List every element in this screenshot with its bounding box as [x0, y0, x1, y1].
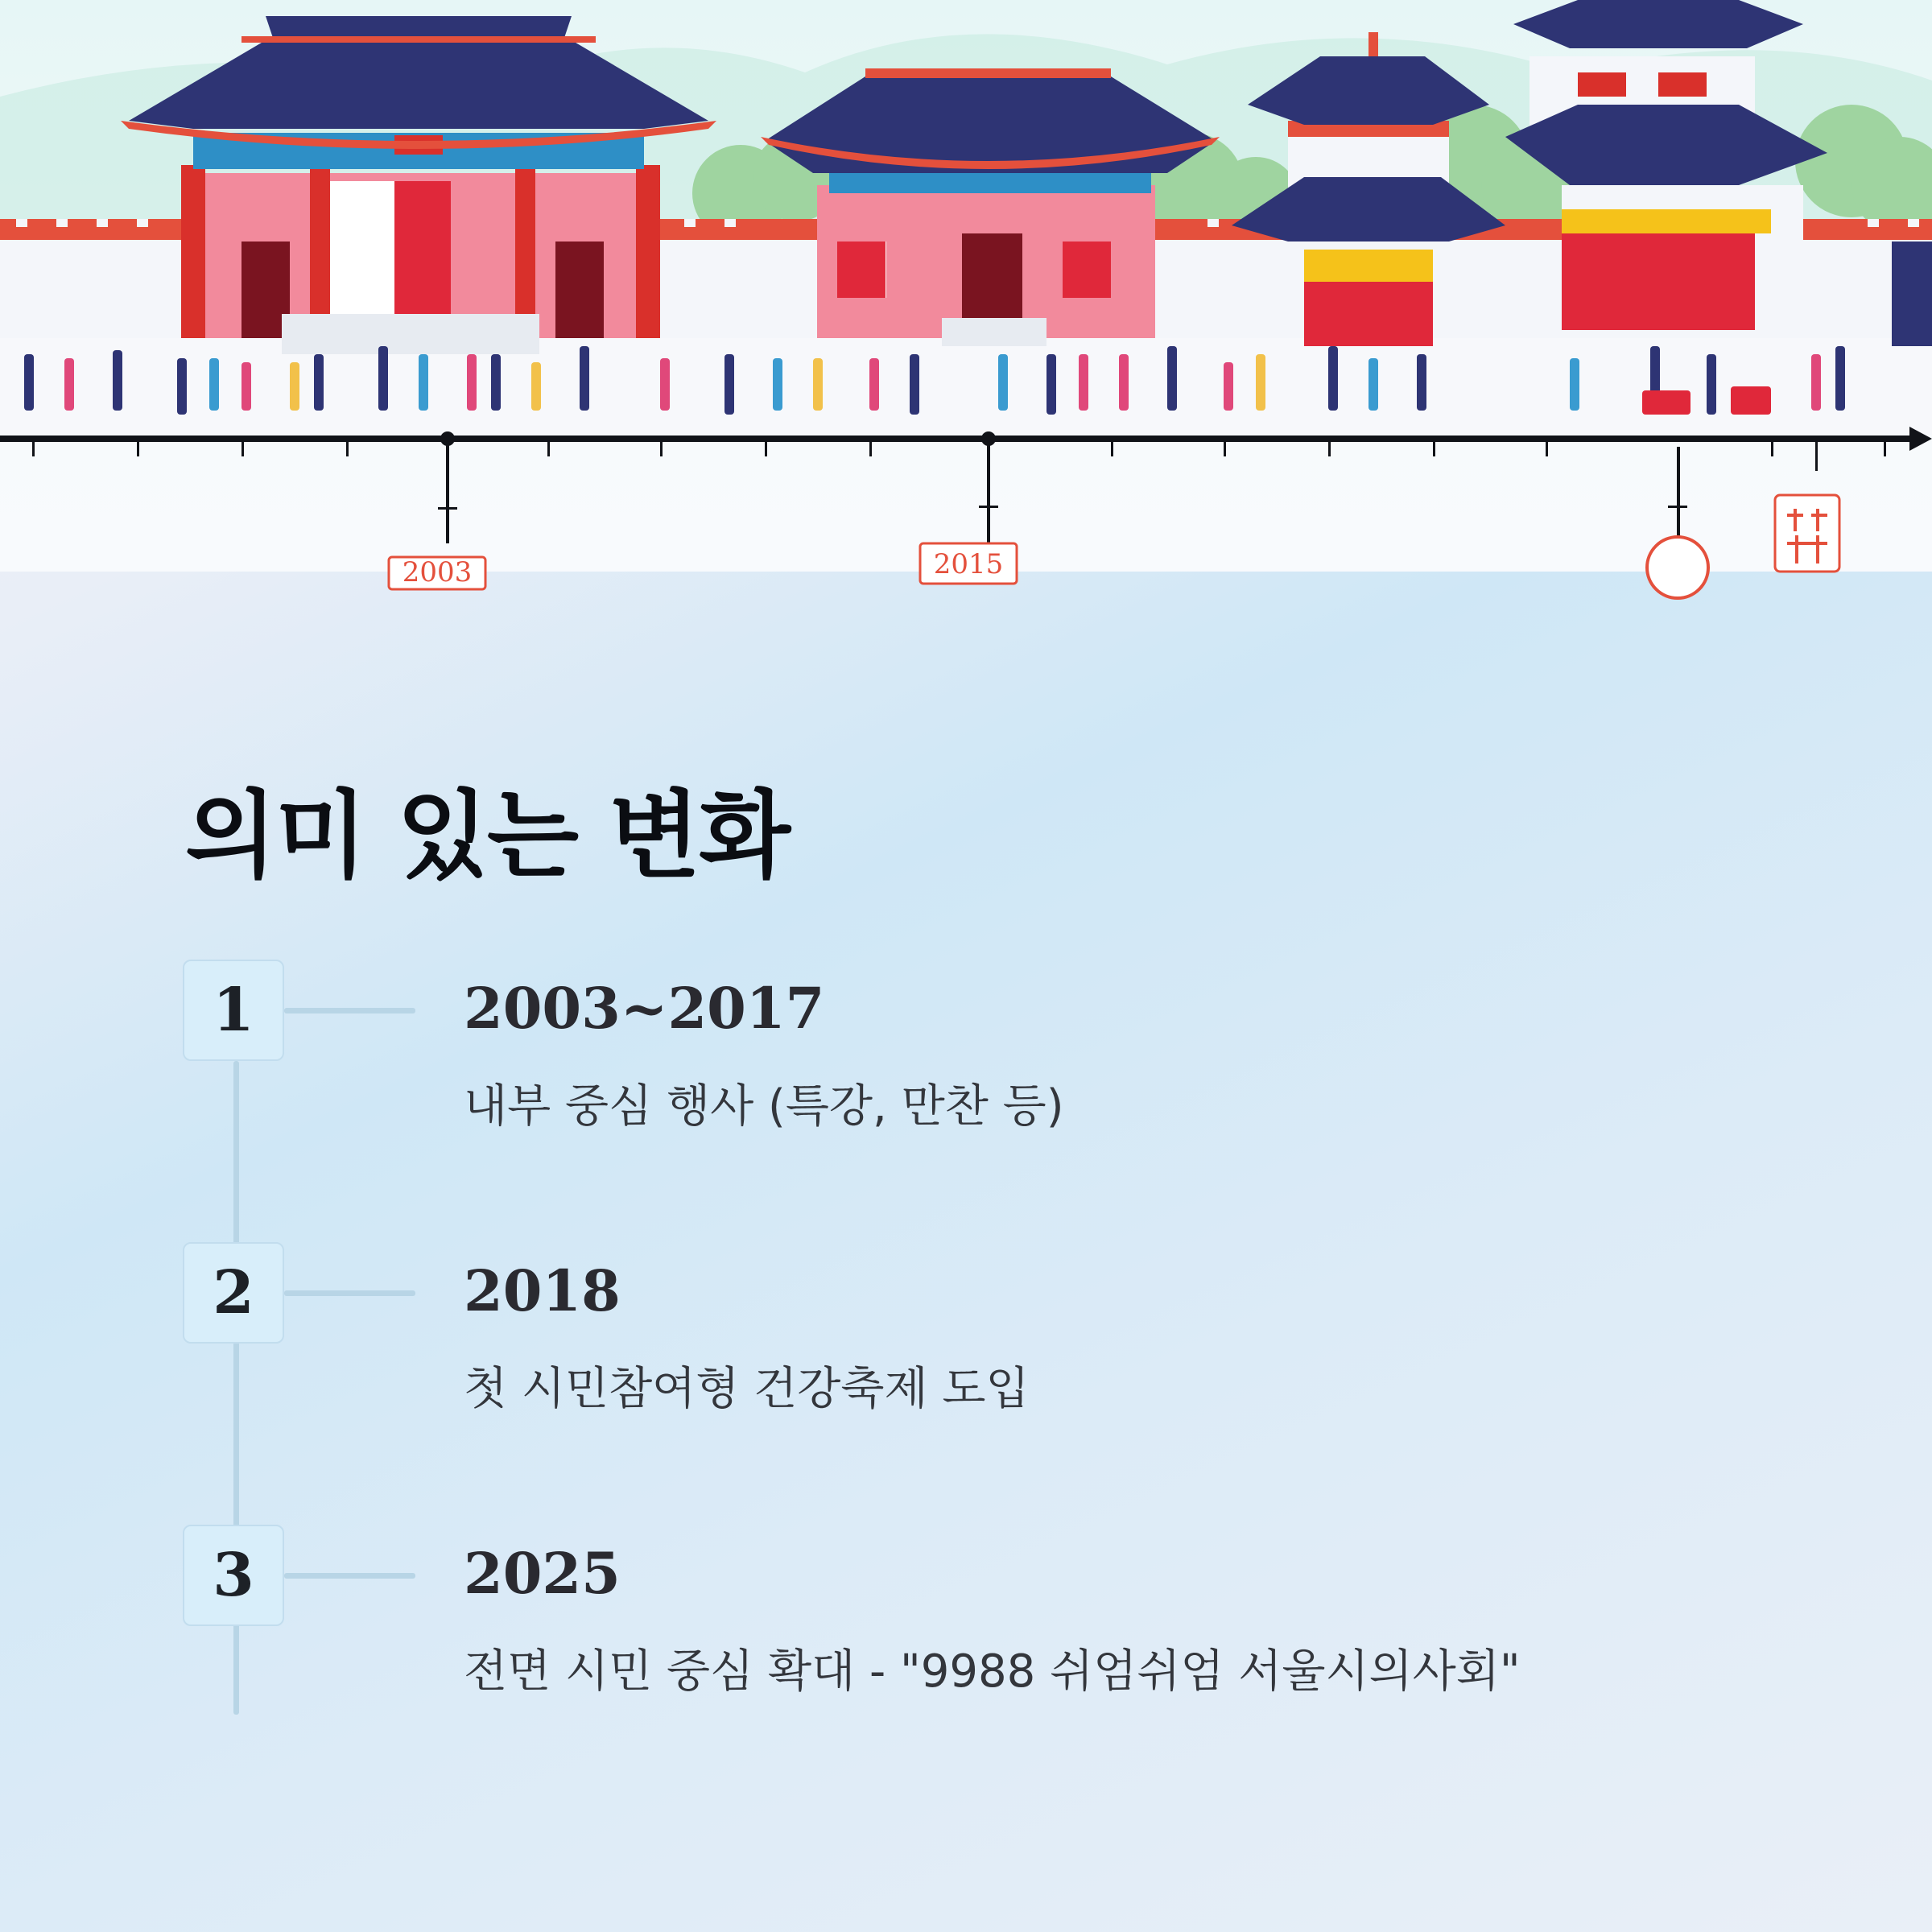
timeline-year-text: 2003	[402, 556, 473, 588]
step-description: 내부 중심 행사 (특강, 만찬 등)	[464, 1080, 1064, 1133]
timeline-step-1	[0, 960, 1932, 1169]
timeline-step-3	[0, 1525, 1932, 1734]
step-description: 첫 시민참여형 건강축제 도입	[464, 1363, 1030, 1415]
timeline-year-label-2015	[920, 543, 1017, 584]
step-connector-line	[284, 1008, 415, 1013]
step-number-badge: 1	[183, 960, 284, 1061]
step-connector-line	[284, 1290, 415, 1296]
step-number-badge: 2	[183, 1242, 284, 1344]
step-year: 2025	[464, 1540, 621, 1607]
timeline-axis	[0, 427, 1932, 543]
palace-festival-illustration	[0, 0, 1932, 588]
timeline-step-2	[0, 1242, 1932, 1451]
page-title: 의미 있는 변화	[185, 780, 790, 891]
step-description: 전면 시민 중심 확대 - "9988 쉬엄쉬엄 서울시의사회"	[464, 1645, 1521, 1698]
timeline-seal-circle	[1647, 537, 1708, 598]
hero-illustration	[0, 0, 1932, 588]
step-connector-line	[284, 1573, 415, 1579]
step-year: 2018	[464, 1257, 621, 1324]
timeline-year-text: 2015	[933, 548, 1004, 580]
step-year: 2003~2017	[464, 975, 825, 1042]
middle-hall	[761, 68, 1220, 346]
step-number-badge: 3	[183, 1525, 284, 1626]
festival-seal-stamp	[1775, 495, 1839, 572]
timeline-year-label-2003	[389, 556, 485, 589]
